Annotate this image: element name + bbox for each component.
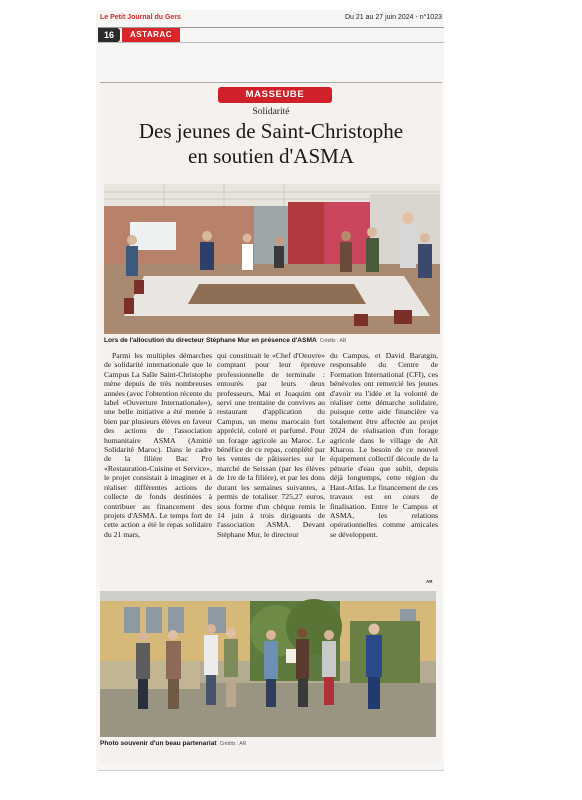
classroom-photo-drawing: [104, 184, 440, 334]
photo-credit: Crédits : AR: [319, 338, 347, 344]
page-bar: [98, 27, 444, 43]
masthead: [100, 12, 442, 26]
article-headline: [100, 119, 442, 169]
caption-text: Photo souvenir d'un beau partenariat: [100, 740, 217, 747]
author-signature: AR: [426, 579, 433, 584]
photo-credit: Crédits : AR: [219, 741, 247, 747]
column-2-text: qui constituait le «Chef d'Oeuvre» comptant pour leur épreuve professionnelle de terminale : entourés par leurs deux professeurs, Mai et Joaquim ont servi une trentaine de convives au restaurant d'application du Campus, un menu marocain fort apprécié, coloré et parfumé. Pour un forage agricole au Maroc. Le bénéfice de ce repas, complété par les ventes de pâtisseries sur le marché de Seissan (par les élèves de 1re de la filière), et par les dons durant les semaines suivantes, a permis de totaliser 725,27 euros, sous forme d'un chèque remis le 14 juin à trois dirigeants de l'association ASMA. Devant Stéphane Mur, le directeur: [217, 351, 325, 539]
article-column-2: [217, 351, 325, 539]
column-1-text: Parmi les multiples démarches de solidarité internationale que le Campus La Salle Saint-Christophe mène depuis de très nombreuses années (avec l'obtention récente du label «Ouverture Internationale»), une belle initiative a été menée à bien par plusieurs élèves en faveur des actions de l'association humanitaire ASMA (Amitié Solidarité Maroc). Dans le cadre de la filière Bac Pro «Restauration-Cuisine et Service», le projet consistait à imaginer et à réaliser différentes actions de collecte de fonds destinées à contribuer au financement des projets d'ASMA. Le temps fort de cette action a été le repas solidaire du 21 mars,: [104, 351, 212, 539]
caption-text: Lors de l'allocution du directeur Stéphane Mur en présence d'ASMA: [104, 337, 317, 344]
article-column-3: [330, 351, 438, 539]
issue-dates: Du 21 au 27 juin 2024 - n°1023: [345, 14, 442, 21]
newspaper-name: Le Petit Journal du Gers: [100, 14, 181, 21]
photo-group: [100, 591, 436, 737]
headline-line-1: Des jeunes de Saint-Christophe: [138, 119, 404, 143]
article-column-1: [104, 351, 212, 539]
location-tag: MASSEUBE: [218, 87, 332, 103]
column-3-text: du Campus, et David Baratgin, responsable du Centre de Formation International (CFI), ces bénévoles ont remercié les jeunes d'avoir eu l'idée et la volonté de réaliser cette démarche solidaire, puisque cette aide financière va totalement être affectée au projet 2024 de réalisation d'un forage agricole dans le village de Aït Kharou. Le besoin de ce nouvel équipement collectif découle de la pénurie d'eau que subit, depuis déjà longtemps, cette région du Haut-Atlas. Le financement de ces travaux est en cours de finalisation. Entre le Campus et ASMA, les relations opérationnelles comme amicales se développent.: [330, 351, 438, 539]
photo-caption-1: [104, 337, 346, 344]
photo-caption-2: [100, 740, 246, 747]
photo-classroom: [104, 184, 440, 334]
article-kicker: Solidarité: [252, 107, 290, 117]
page-number: 16: [98, 28, 120, 42]
group-photo-drawing: [100, 591, 436, 737]
headline-line-2: en soutien d'ASMA: [188, 144, 354, 168]
section-label: ASTARAC: [122, 28, 180, 42]
article: [100, 82, 442, 763]
page-bottom-rule: [98, 770, 444, 771]
